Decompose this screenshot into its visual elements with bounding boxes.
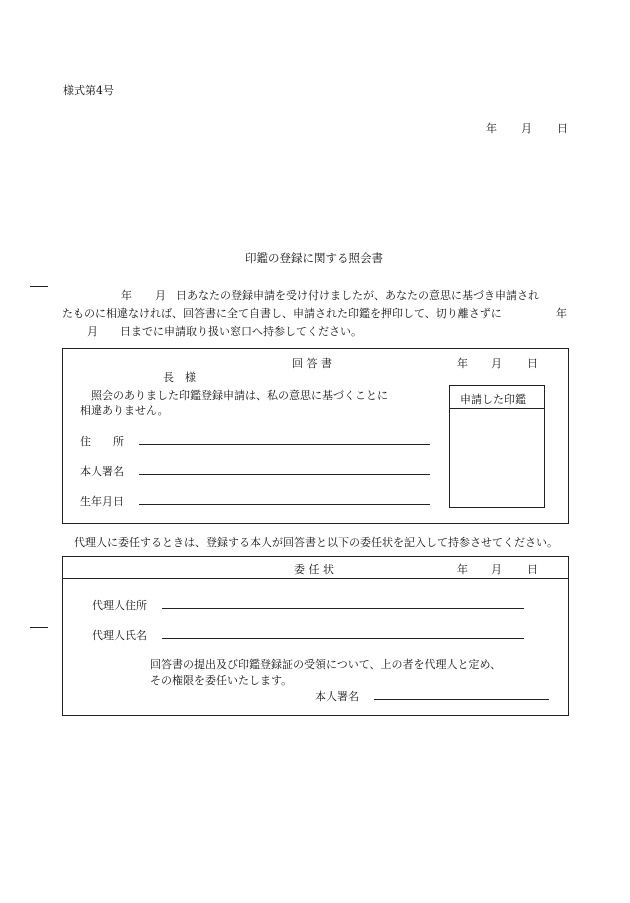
reply-heading: 回 答 書 <box>292 357 332 370</box>
address-field[interactable] <box>139 444 430 445</box>
intro-line3: 日までに申請取り扱い窓口へ持参してください。 <box>120 325 362 338</box>
form-number: 様式第4号 <box>63 84 114 97</box>
delegation-header-divider <box>62 578 568 579</box>
seal-box-divider <box>449 408 544 409</box>
birthdate-label: 生年月日 <box>80 495 124 508</box>
intro-line2-year: 年 <box>556 307 567 320</box>
delegation-date-day: 日 <box>527 563 538 576</box>
reply-statement-line1: 照会のありました印鑑登録申請は、私の意思に基づくことに <box>91 389 388 402</box>
page-title: 印鑑の登録に関する照会書 <box>245 251 383 265</box>
proxy-address-field[interactable] <box>162 608 524 609</box>
delegation-statement-line2: その権限を委任いたします。 <box>150 674 293 687</box>
reply-date-day: 日 <box>527 357 538 370</box>
signature-label: 本人署名 <box>80 465 124 478</box>
delegation-date-year: 年 <box>457 563 468 576</box>
proxy-address-label: 代理人住所 <box>92 599 147 612</box>
intro-line2: たものに相違なければ、回答書に全て自書し、申請された印鑑を押印して、切り離さずに <box>62 307 502 320</box>
reply-date-month: 月 <box>491 357 502 370</box>
margin-mark-top <box>30 286 48 287</box>
birthdate-field[interactable] <box>139 504 430 505</box>
intro-year: 年 <box>121 289 132 302</box>
proxy-name-field[interactable] <box>162 638 524 639</box>
delegation-heading: 委 任 状 <box>294 563 334 576</box>
address-label: 住 所 <box>80 435 124 448</box>
reply-date-year: 年 <box>457 357 468 370</box>
delegation-date-month: 月 <box>491 563 502 576</box>
self-signature-label: 本人署名 <box>315 690 359 703</box>
intro-line1: 日あなたの登録申請を受け付けましたが、あなたの意思に基づき申請され <box>176 289 539 302</box>
top-date-day: 日 <box>557 122 568 135</box>
proxy-note: 代理人に委任するときは、登録する本人が回答書と以下の委任状を記入して持参させてください。 <box>74 536 558 549</box>
intro-line3-month: 月 <box>87 325 98 338</box>
seal-box-label: 申請した印鑑 <box>460 393 526 406</box>
intro-month: 月 <box>155 289 166 302</box>
reply-addressee: 長 様 <box>163 371 196 384</box>
reply-statement-line2: 相違ありません。 <box>80 404 169 417</box>
margin-mark-bottom <box>30 627 48 628</box>
proxy-name-label: 代理人氏名 <box>92 629 147 642</box>
delegation-statement-line1: 回答書の提出及び印鑑登録証の受領について、上の者を代理人と定め、 <box>150 658 502 671</box>
top-date-month: 月 <box>521 122 532 135</box>
self-signature-field[interactable] <box>374 699 549 700</box>
top-date-year: 年 <box>486 122 497 135</box>
signature-field[interactable] <box>139 474 430 475</box>
